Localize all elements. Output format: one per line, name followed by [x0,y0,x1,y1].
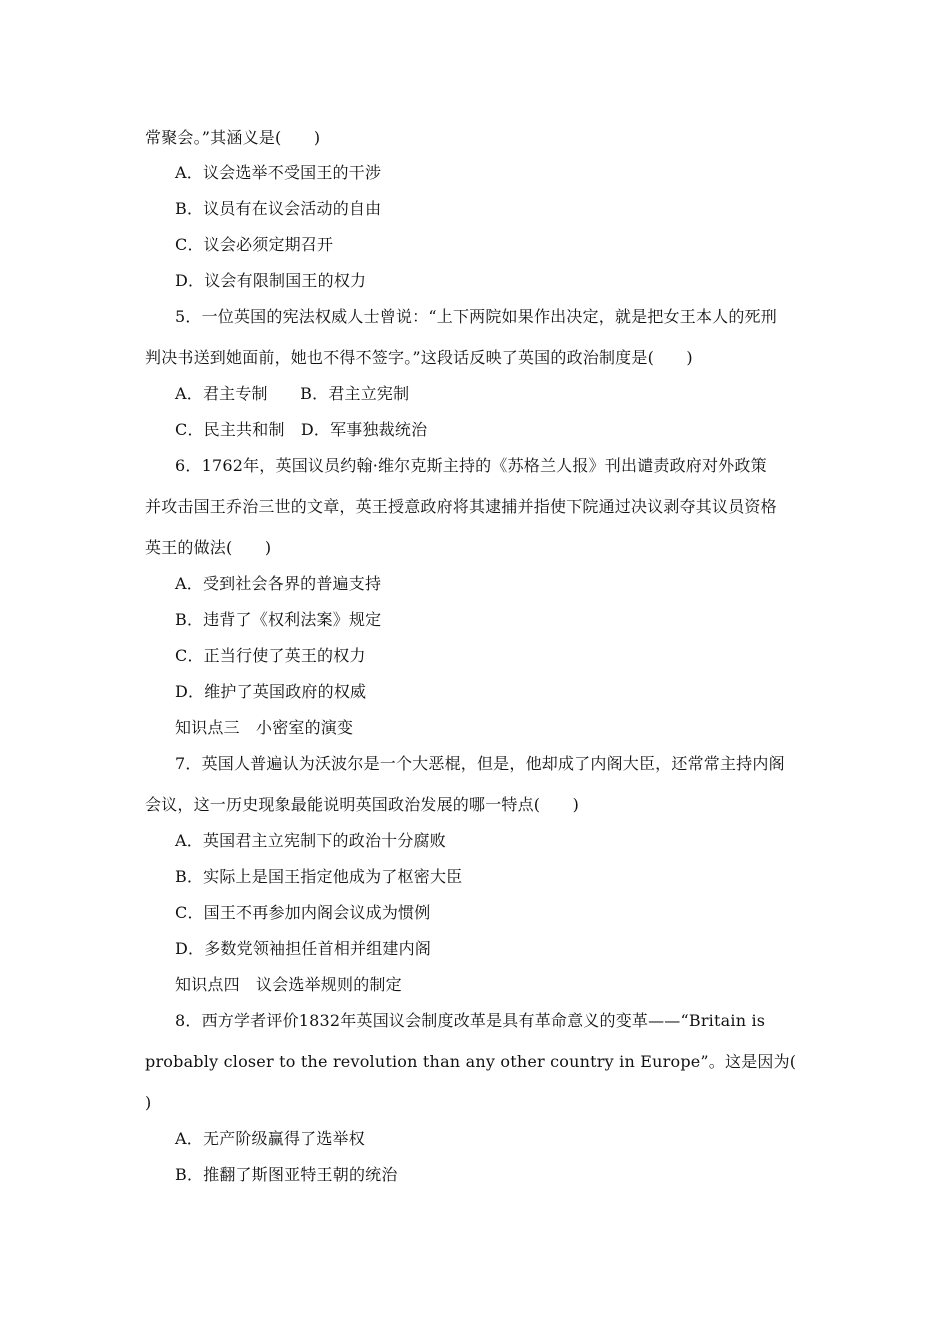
q4-option-b: B．议员有在议会活动的自由 [175,199,382,218]
question-5-stem-line-2: 判决书送到她面前，她也不得不签字。”这段话反映了英国的政治制度是( ) [145,348,693,367]
q6-option-b: B．违背了《权利法案》规定 [175,610,382,629]
question-8-stem-line-2: probably closer to the revolution than any other country in Europe”。这是因为( [145,1052,797,1071]
section-heading-3: 知识点三 小密室的演变 [175,718,354,737]
q4-option-c: C．议会必须定期召开 [175,235,334,254]
q6-option-d: D．维护了英国政府的权威 [175,682,367,701]
question-8-stem-line-3: ) [145,1093,152,1112]
question-6-stem-line-2: 并攻击国王乔治三世的文章，英王授意政府将其逮捕并指使下院通过决议剥夺其议员资格 [145,497,777,516]
q8-option-b: B．推翻了斯图亚特王朝的统治 [175,1165,398,1184]
q5-options-cd: C．民主共和制 D．军事独裁统治 [175,420,428,439]
question-8-stem-line-1: 8．西方学者评价1832年英国议会制度改革是具有革命意义的变革——“Britain is [175,1011,766,1030]
q7-option-b: B．实际上是国王指定他成为了枢密大臣 [175,867,463,886]
q7-option-a: A．英国君主立宪制下的政治十分腐败 [175,831,446,850]
question-6-stem-line-1: 6．1762年，英国议员约翰·维尔克斯主持的《苏格兰人报》刊出谴责政府对外政策 [175,456,767,475]
question-7-stem-line-1: 7．英国人普遍认为沃波尔是一个大恶棍，但是，他却成了内阁大臣，还常常主持内阁 [175,754,785,773]
q6-option-c: C．正当行使了英王的权力 [175,646,366,665]
q4-option-d: D．议会有限制国王的权力 [175,271,367,290]
q7-option-c: C．国王不再参加内阁会议成为惯例 [175,903,431,922]
q8-option-a: A．无产阶级赢得了选举权 [175,1129,365,1148]
question-4-stem-end: 常聚会。”其涵义是( ) [145,128,321,147]
question-7-stem-line-2: 会议，这一历史现象最能说明英国政治发展的哪一特点( ) [145,795,580,814]
question-6-stem-line-3: 英王的做法( ) [145,538,272,557]
question-5-stem-line-1: 5．一位英国的宪法权威人士曾说：“上下两院如果作出决定，就是把女王本人的死刑 [175,307,777,326]
section-heading-4: 知识点四 议会选举规则的制定 [175,975,402,994]
q5-options-ab: A．君主专制 B．君主立宪制 [175,384,410,403]
q6-option-a: A．受到社会各界的普遍支持 [175,574,382,593]
q7-option-d: D．多数党领袖担任首相并组建内阁 [175,939,432,958]
q4-option-a: A．议会选举不受国王的干涉 [175,163,382,182]
